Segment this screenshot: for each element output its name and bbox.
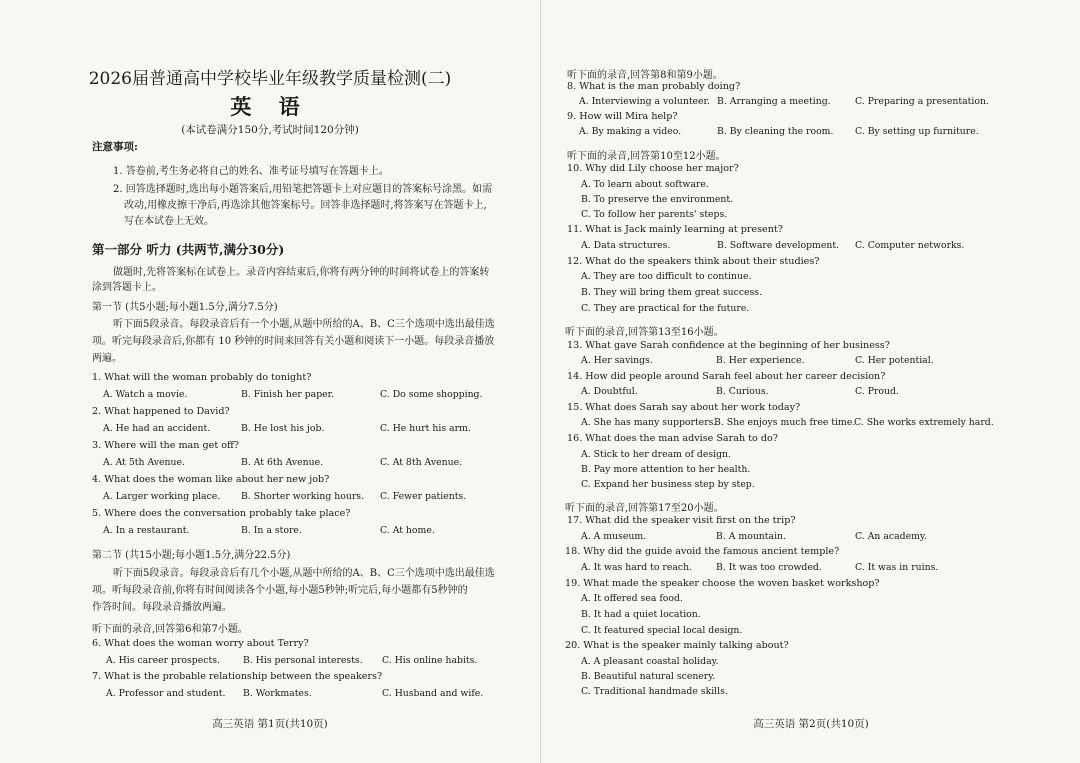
question-3: 3. Where will the man get off? <box>92 440 239 451</box>
section1-intro-line: 项。听完每段录音后,你都有 10 秒钟的时间来回答有关小题和阅读下一小题。每段录音播放 <box>92 336 495 347</box>
subject-title: 英 语 <box>230 94 310 119</box>
score-note: (本试卷满分150分,考试时间120分钟) <box>181 124 359 136</box>
question-20: 20. What is the speaker mainly talking about? <box>565 640 789 651</box>
option-b: B. It had a quiet location. <box>581 609 701 620</box>
note-line: 1. 答卷前,考生务必将自己的姓名、准考证号填写在答题卡上。 <box>113 166 389 177</box>
section1-title: 第一节 (共5小题;每小题1.5分,满分7.5分) <box>92 302 278 313</box>
option-b: B. Workmates. <box>243 688 312 699</box>
question-8: 8. What is the man probably doing? <box>567 81 741 92</box>
section1-intro-line: 听下面5段录音。每段录音后有一个小题,从题中所给的A、B、C三个选项中选出最佳选 <box>113 319 495 330</box>
option-b: B. It was too crowded. <box>716 562 822 573</box>
listen-instruction: 听下面的录音,回答第17至20小题。 <box>565 503 724 514</box>
option-a: A. Watch a movie. <box>103 389 188 400</box>
listen-instruction: 听下面的录音,回答第10至12小题。 <box>567 151 726 162</box>
option-b: B. In a store. <box>241 525 302 536</box>
option-c: C. Her potential. <box>855 355 934 366</box>
question-9: 9. How will Mira help? <box>567 111 678 122</box>
option-c: C. An academy. <box>855 531 927 542</box>
option-a: A. At 5th Avenue. <box>103 457 185 468</box>
option-b: B. Arranging a meeting. <box>717 96 831 107</box>
page-footer: 高三英语 第1页(共10页) <box>212 718 328 730</box>
option-b: B. Finish her paper. <box>241 389 335 400</box>
option-b: B. By cleaning the room. <box>717 126 834 137</box>
option-c: C. It was in ruins. <box>855 562 939 573</box>
notes-heading: 注意事项: <box>92 141 138 153</box>
option-c: C. Computer networks. <box>855 240 965 251</box>
option-c: C. Do some shopping. <box>380 389 483 400</box>
question-4: 4. What does the woman like about her new job? <box>92 474 330 485</box>
section1-intro-line: 两遍。 <box>92 353 122 364</box>
option-c: C. Proud. <box>855 386 899 397</box>
option-a: A. Stick to her dream of design. <box>581 449 731 460</box>
part1-intro-line: 做题时,先将答案标在试卷上。录音内容结束后,你将有两分钟的时间将试卷上的答案转 <box>113 267 490 278</box>
option-a: A. Her savings. <box>581 355 653 366</box>
page-footer: 高三英语 第2页(共10页) <box>753 718 869 730</box>
question-10: 10. Why did Lily choose her major? <box>567 163 739 174</box>
question-15: 15. What does Sarah say about her work today? <box>567 402 801 413</box>
part1-intro-line: 涂到答题卡上。 <box>92 282 162 293</box>
option-b: B. Beautiful natural scenery. <box>581 671 716 682</box>
question-11: 11. What is Jack mainly learning at present? <box>567 224 783 235</box>
option-b: B. Her experience. <box>716 355 805 366</box>
option-c: C. Preparing a presentation. <box>855 96 989 107</box>
option-a: A. Larger working place. <box>103 491 221 502</box>
section2-intro-line: 作答时间。每段录音播放两遍。 <box>92 602 232 613</box>
option-b: B. Software development. <box>717 240 840 251</box>
exam-title: 2026届普通高中学校毕业年级教学质量检测(二) <box>88 69 452 89</box>
note-line: 2. 回答选择题时,选出每小题答案后,用铅笔把答题卡上对应题目的答案标号涂黑。如需 <box>113 184 493 195</box>
option-c: C. Traditional handmade skills. <box>581 686 728 697</box>
question-12: 12. What do the speakers think about their studies? <box>567 256 820 267</box>
note-line: 写在本试卷上无效。 <box>124 216 214 227</box>
option-a: A. Interviewing a volunteer. <box>579 96 710 107</box>
part1-title: 第一部分 听力 (共两节,满分30分) <box>92 242 285 257</box>
question-17: 17. What did the speaker visit first on the trip? <box>567 515 796 526</box>
option-a: A. A pleasant coastal holiday. <box>581 656 719 667</box>
option-a: A. They are too difficult to continue. <box>581 271 752 282</box>
option-b: B. His personal interests. <box>243 655 363 666</box>
option-a: A. He had an accident. <box>103 423 211 434</box>
question-5: 5. Where does the conversation probably take place? <box>92 508 351 519</box>
option-c: C. It featured special local design. <box>581 625 743 636</box>
section2-intro-line: 听下面5段录音。每段录音后有几个小题,从题中所给的A、B、C三个选项中选出最佳选 <box>113 568 495 579</box>
note-line: 改动,用橡皮擦干净后,再选涂其他答案标号。回答非选择题时,将答案写在答题卡上, <box>124 200 487 211</box>
option-c: C. Fewer patients. <box>380 491 467 502</box>
option-a: A. It was hard to reach. <box>581 562 693 573</box>
question-16: 16. What does the man advise Sarah to do? <box>567 433 778 444</box>
option-c: C. Husband and wife. <box>382 688 484 699</box>
option-a: A. She has many supporters. <box>581 417 717 428</box>
option-a: A. His career prospects. <box>106 655 220 666</box>
option-b: B. Shorter working hours. <box>241 491 365 502</box>
section2-title: 第二节 (共15小题;每小题1.5分,满分22.5分) <box>92 550 291 561</box>
option-c: C. Expand her business step by step. <box>581 479 755 490</box>
option-a: A. Professor and student. <box>106 688 226 699</box>
option-a: A. A museum. <box>581 531 647 542</box>
option-c: C. At home. <box>380 525 435 536</box>
option-b: B. They will bring them great success. <box>581 287 763 298</box>
option-c: C. She works extremely hard. <box>854 417 994 428</box>
exam-page-2 <box>540 0 1080 763</box>
listen-instruction: 听下面的录音,回答第13至16小题。 <box>565 327 724 338</box>
listen-instruction: 听下面的录音,回答第6和第7小题。 <box>92 624 248 635</box>
option-c: C. They are practical for the future. <box>581 303 750 314</box>
section2-intro-line: 项。听每段录音前,你将有时间阅读各个小题,每小题5秒钟;听完后,每小题都有5秒钟的 <box>92 585 468 596</box>
question-13: 13. What gave Sarah confidence at the beginning of her business? <box>567 340 890 351</box>
question-6: 6. What does the woman worry about Terry? <box>92 638 309 649</box>
question-14: 14. How did people around Sarah feel about her career decision? <box>567 371 886 382</box>
option-c: C. At 8th Avenue. <box>380 457 463 468</box>
option-c: C. By setting up furniture. <box>855 126 979 137</box>
question-7: 7. What is the probable relationship between the speakers? <box>92 671 383 682</box>
option-b: B. He lost his job. <box>241 423 325 434</box>
option-a: A. Doubtful. <box>581 386 638 397</box>
option-a: A. By making a video. <box>579 126 682 137</box>
option-b: B. Curious. <box>716 386 769 397</box>
question-1: 1. What will the woman probably do tonight? <box>92 372 312 383</box>
question-2: 2. What happened to David? <box>92 406 230 417</box>
option-a: A. It offered sea food. <box>581 593 683 604</box>
question-19: 19. What made the speaker choose the woven basket workshop? <box>565 578 880 589</box>
option-b: B. At 6th Avenue. <box>241 457 324 468</box>
option-c: C. His online habits. <box>382 655 478 666</box>
option-b: B. A mountain. <box>716 531 786 542</box>
option-b: B. To preserve the environment. <box>581 194 734 205</box>
listen-instruction: 听下面的录音,回答第8和第9小题。 <box>567 70 723 81</box>
option-c: C. To follow her parents' steps. <box>581 209 728 220</box>
option-b: B. Pay more attention to her health. <box>581 464 751 475</box>
option-b: B. She enjoys much free time. <box>714 417 856 428</box>
option-c: C. He hurt his arm. <box>380 423 471 434</box>
question-18: 18. Why did the guide avoid the famous ancient temple? <box>565 546 840 557</box>
option-a: A. To learn about software. <box>581 179 709 190</box>
option-a: A. In a restaurant. <box>103 525 190 536</box>
option-a: A. Data structures. <box>581 240 671 251</box>
